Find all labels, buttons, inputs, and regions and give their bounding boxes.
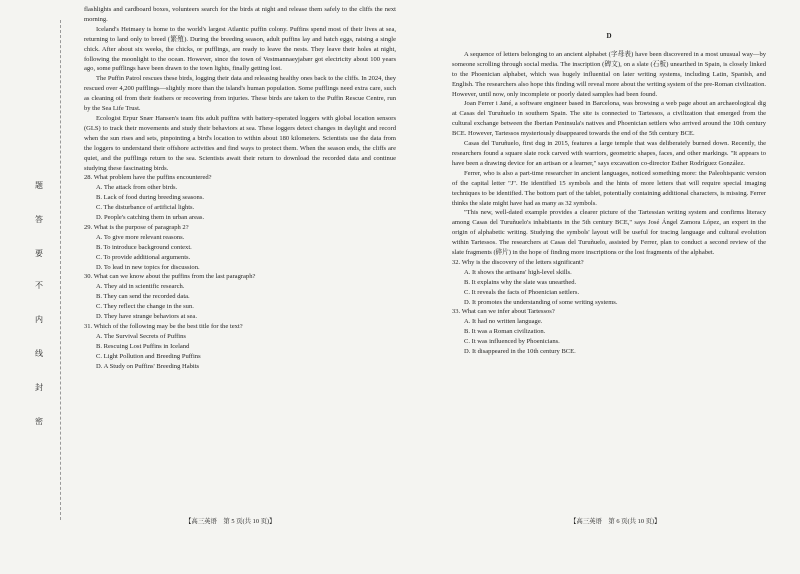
question-stem: 31. Which of the following may be the best title for the text? <box>84 323 243 330</box>
passage-paragraph: Joan Ferrer i Jané, a software engineer based in Barcelona, was browsing a web page about an archaeological dig at Casas del Turuñuelo in southern Spain. The site is connected to Tartessos, a civilization that emerged from the cultural exchange between the Iberian Peninsula's natives and Phoenician settlers who arrived around the 10th century BCE. However, Tartessos mysteriously disappeared towards the end of the 5th century BCE. <box>452 100 766 138</box>
seal-char: 要 <box>35 249 43 258</box>
seal-char: 线 <box>35 349 43 358</box>
question-stem: 29. What is the purpose of paragraph 2? <box>84 223 189 231</box>
option-b: B. Lack of food during breeding seasons. <box>96 194 204 202</box>
option-a: A. The attack from other birds. <box>96 184 178 192</box>
page-footer: 【高三英语 第 6 页(共 10 页)】 <box>570 518 661 525</box>
option-b: B. It was a Roman civilization. <box>464 328 546 336</box>
option-b: B. It explains why the slate was unearthed. <box>464 278 577 286</box>
option-a: A. They aid in scientific research. <box>96 283 185 291</box>
passage-paragraph: A sequence of letters belonging to an ancient alphabet (字母表) have been discovered in a most unusual way—by someone scrolling through social media. The inscription (碑文), on a slate (石板) unearthed in Spain, is closely linked to the Phoenician alphabet, which was hugely influential on later writing systems, including Latin, Spanish, and English. The researchers also hope this finding will reveal more about the writing system of the pre-Roman civilization. However, until now, only incomplete or poorly dated samples had been found. <box>452 50 766 98</box>
option-b: B. To introduce background context. <box>96 243 192 251</box>
option-d: D. A Study on Puffins' Breeding Habits <box>96 362 200 370</box>
page-footer: 【高三英语 第 5 页(共 10 页)】 <box>185 518 276 525</box>
question-stem: 30. What can we know about the puffins from the last paragraph? <box>84 273 256 281</box>
option-d: D. People's catching them in urban areas. <box>96 214 205 222</box>
option-d: D. It promotes the understanding of some writing systems. <box>464 298 618 306</box>
question-stem: 33. What can we infer about Tartessos? <box>452 308 555 316</box>
passage-paragraph: Casas del Turuñuelo, first dug in 2015, features a large temple that was deliberately burned down. Recently, the researchers found a square slate rock carved with warriors, geometric shapes, faces, and other markings. "It appears to have been a drawing device for an artisan or a learner," says excavation co-director Esther Rodríguez González. <box>452 140 766 167</box>
question-28 <box>84 173 396 223</box>
seal-char: 答 <box>35 215 43 224</box>
seal-char: 题 <box>35 181 43 190</box>
option-a: A. The Survival Secrets of Puffins <box>96 332 186 340</box>
question-stem: 32. Why is the discovery of the letters significant? <box>452 258 584 266</box>
binding-line <box>60 20 61 520</box>
right-page <box>452 32 766 574</box>
option-a: A. It shows the artisans' high-level skills. <box>464 268 572 276</box>
question-30 <box>84 272 396 322</box>
option-a: A. To give more relevant reasons. <box>96 233 185 241</box>
passage-paragraph: Ecologist Erpur Snær Hansen's team fits adult puffins with battery-operated loggers with global location sensors (GLS) to track their movements and study their behaviors at sea. These loggers detect changes in daylight and record when the sun rises and sets, pinpointing a bird's location to within about 180 kilometers. Scientists use the data from the loggers to understand their offshore activities and find ways to protect them. When the season ends, the cliffs are quiet, and the pufflings return to the sea. Scientists await their return to download the recorded data and continue studying these fascinating birds. <box>84 114 396 172</box>
passage-paragraph: Ferrer, who is also a part-time researcher in ancient languages, noticed something more: the Paleohispanic version of the capital letter "J". He identified 15 symbols and the hints of more letters that will require special imaging techniques to be identified. The bottom part of the tablet, potentially containing additional characters, is missing. Ferrer thinks the slate might have had as many as 32 symbols. <box>452 169 766 207</box>
option-c: C. It was influenced by Phoenicians. <box>464 338 560 346</box>
question-32 <box>452 258 766 308</box>
option-d: D. They have strange behaviors at sea. <box>96 313 197 321</box>
option-b: B. Rescuing Lost Puffins in Iceland <box>96 342 190 350</box>
seal-char: 密 <box>35 417 43 426</box>
option-c: C. It reveals the facts of Phoenician settlers. <box>464 288 580 296</box>
passage-continuation: flashlights and cardboard boxes, volunteers search for the birds at night and release them safely to the cliffs the next morning. <box>84 6 396 23</box>
question-stem: 28. What problem have the puffins encountered? <box>84 174 212 182</box>
option-b: B. They can send the recorded data. <box>96 293 190 301</box>
seal-char: 封 <box>35 383 43 392</box>
option-d: D. It disappeared in the 10th century BCE. <box>464 348 576 356</box>
passage-paragraph: "This new, well-dated example provides a clearer picture of the Tartessian writing system and confirms literacy among Casas del Turuñuelo's inhabitants in the 5th century BCE," says José Ángel Zamora López, an expert in the origin of alphabetic writing. Studying the symbols' layout will be useful for tracing language and cultural evolution within Tartessos. The researchers at Casas del Turuñuelo, assisted by Ferrer, plan to conduct a second review of the slate fragments (碎片) in the hope of finding more inscriptions or the lost fragments of the alphabet. <box>452 209 766 257</box>
section-heading: D <box>606 32 612 40</box>
option-c: C. To provide additional arguments. <box>96 253 191 261</box>
option-a: A. It had no written language. <box>464 318 543 326</box>
left-page <box>84 5 396 547</box>
question-29 <box>84 223 396 273</box>
passage-paragraph: The Puffin Patrol rescues these birds, logging their data and releasing healthy ones back to the cliffs. In 2024, they rescued over 4,200 pufflings—slightly more than the island's human population. Some pufflings need extra care, such as cleaning oil from their feathers or recovering from injuries. These birds are taken to the Puffin Rescue Centre, run by the Sea Life Trust. <box>84 75 396 113</box>
passage-paragraph: Iceland's Heimaey is home to the world's largest Atlantic puffin colony. Puffins spend most of their lives at sea, returning to land only to breed (繁殖). During the breeding season, adult puffins lay and hatch eggs, raising a single chick. After about six weeks, the chicks, or pufflings, are ready to leave the nests. They leave their holes at night, following the moonlight to the ocean. However, since the town of Vestmannaeyjabær got electricity about 100 years ago, some pufflings have been drawn to the town lights, finally getting lost. <box>84 25 396 73</box>
option-c: C. Light Pollution and Breeding Puffins <box>96 352 201 360</box>
seal-char: 不 <box>35 281 43 290</box>
option-c: C. They reflect the change in the sun. <box>96 303 194 311</box>
option-d: D. To lead in new topics for discussion. <box>96 263 200 271</box>
option-c: C. The disturbance of artificial lights. <box>96 204 195 212</box>
question-33 <box>452 307 766 357</box>
seal-char: 内 <box>35 315 43 324</box>
question-31 <box>84 322 396 372</box>
